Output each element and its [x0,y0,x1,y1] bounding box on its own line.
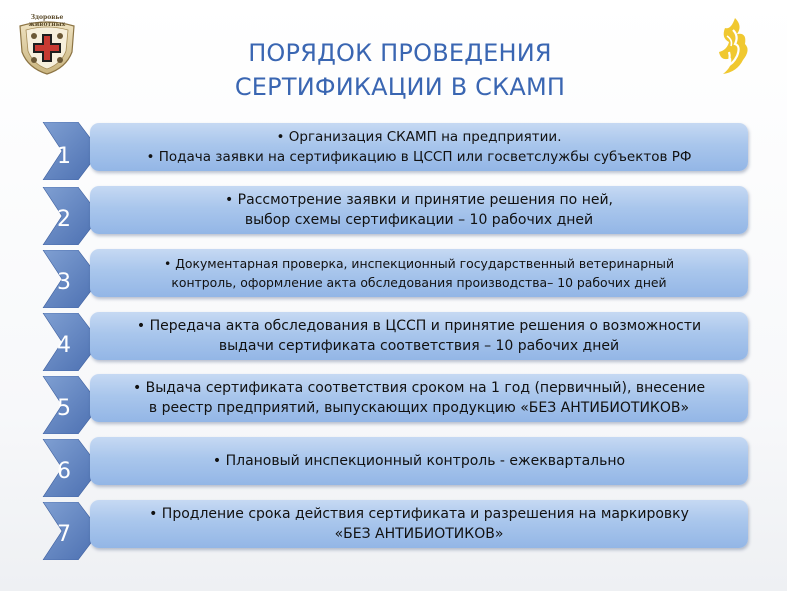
step-6-line-1: • Плановый инспекционный контроль - ежеквартально [212,453,626,469]
step-1-line-2: • Подача заявки на сертификацию в ЦССП или госветслужбы субъектов РФ [146,149,692,165]
step-4-box [90,312,748,360]
step-2-line-2: выбор схемы сертификации – 10 рабочих дней [244,212,594,228]
animal-health-logo-icon [14,14,80,76]
step-7-line-2: «БЕЗ АНТИБИОТИКОВ» [334,526,504,542]
step-7-box [90,500,748,548]
step-3-number: 3 [57,270,71,295]
title-line-1: ПОРЯДОК ПРОВЕДЕНИЯ [248,39,552,67]
step-4-line-2: выдачи сертификата соответствия – 10 рабочих дней [218,338,620,354]
logo-caption: Здоровье животных [28,14,66,28]
step-5-box [90,374,748,422]
page-title [150,36,650,104]
step-1-number: 1 [57,144,71,169]
step-1-box [90,123,748,171]
step-7-number: 7 [57,522,71,547]
step-2-line-1: • Рассмотрение заявки и принятие решения по ней, [224,192,614,208]
step-4-number: 4 [57,333,71,358]
step-2-box [90,186,748,234]
step-5-line-1: • Выдача сертификата соответствия сроком на 1 год (первичный), внесение [132,380,706,396]
flame-logo-icon [713,16,753,76]
step-5-number: 5 [57,396,71,421]
step-7-line-1: • Продление срока действия сертификата и разрешения на маркировку [149,506,689,522]
step-3-line-2: контроль, оформление акта обследования производства– 10 рабочих дней [171,275,667,290]
step-5-line-2: в реестр предприятий, выпускающих продукцию «БЕЗ АНТИБИОТИКОВ» [148,400,690,416]
step-6-number: 6 [57,459,71,484]
step-3-line-1: • Документарная проверка, инспекционный государственный ветеринарный [163,256,675,271]
step-6-box [90,437,748,485]
title-line-2: СЕРТИФИКАЦИИ В СКАМП [234,73,566,101]
step-3-box [90,249,748,297]
step-1-line-1: • Организация СКАМП на предприятии. [276,129,562,145]
step-4-line-1: • Передача акта обследования в ЦССП и принятие решения о возможности [136,318,702,334]
step-2-number: 2 [57,207,71,232]
